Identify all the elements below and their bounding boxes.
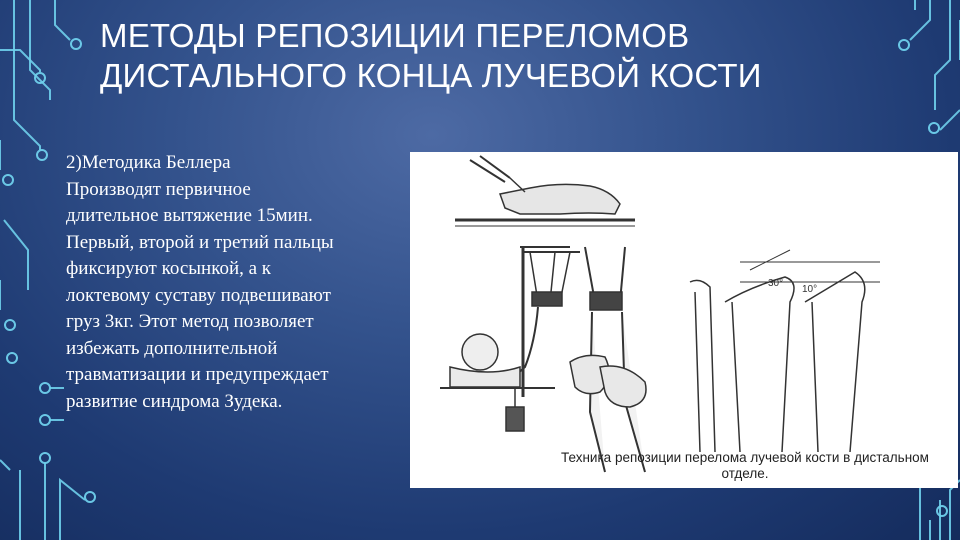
slide-title [100,16,880,96]
weight-sketch [506,407,524,431]
slide-title-line: ДИСТАЛЬНОГО КОНЦА ЛУЧЕВОЙ КОСТИ [100,57,762,94]
body-line: избежать дополнительной [66,337,278,359]
bone-sketch-2 [725,277,794,452]
angle-label-30: 30° [768,278,784,289]
body-text [66,150,411,415]
body-line: 2)Методика Беллера [66,152,231,173]
figure-caption [540,450,950,482]
figure-illustration [410,152,958,488]
body-line: длительное вытяжение 15мин. [66,205,313,226]
figure-caption-line: отделе. [721,466,769,481]
figure-caption-line: Техника репозиции перелома лучевой кости в дистальном [561,450,929,465]
patient-head-sketch [462,334,498,370]
slide-title-line: МЕТОДЫ РЕПОЗИЦИИ ПЕРЕЛОМОВ [100,17,690,54]
forearm-sketch [500,184,620,214]
bone-sketch-3 [805,272,865,452]
angle-label-10: 10° [802,284,818,295]
body-line: Производят первичное [66,178,251,200]
reduction-technique-figure [410,152,958,488]
body-line: развитие синдрома Зудека. [66,390,283,412]
body-line: груз 3кг. Этот метод позволяет [66,311,314,332]
bone-sketch-1 [690,280,715,452]
body-line: фиксируют косынкой, а к [66,258,272,279]
body-line: локтевому суставу подвешивают [66,284,331,306]
body-line: травматизации и предупреждает [66,364,329,385]
body-line: Первый, второй и третий пальцы [66,231,334,253]
